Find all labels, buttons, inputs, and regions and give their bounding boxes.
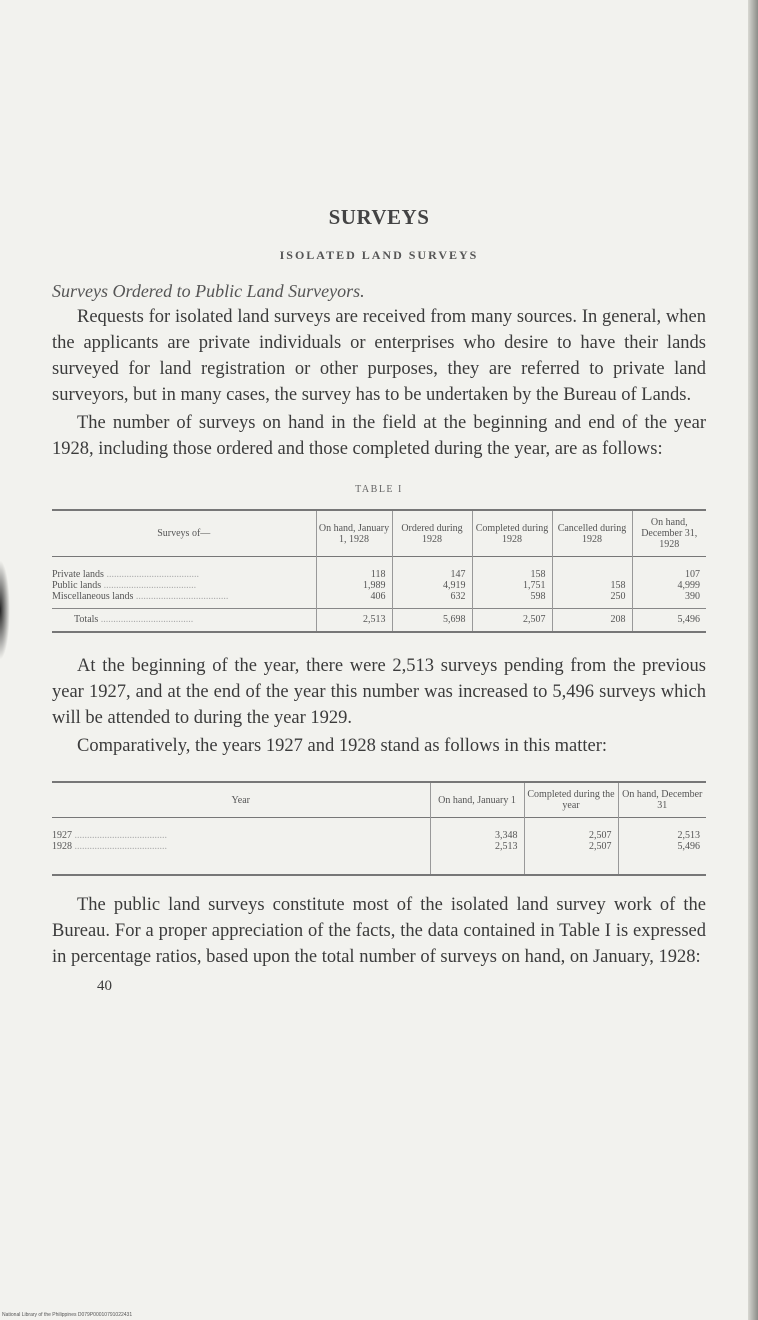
- paragraph-1: Requests for isolated land surveys are received from many sources. In general, when the applicants are private individuals or enterprises who desire to have their lands surveyed for land registration or other purposes, they are referred to private land surveyors, but in many cases, the survey has to be undertaken by the Bureau of Lands.: [52, 307, 706, 405]
- row-label: Public lands .....: [52, 580, 316, 591]
- table-cell: 390: [632, 591, 706, 609]
- paragraph-3: At the beginning of the year, there were 2,513 surveys pending from the previous year 1927, and at the end of the year this number was increased to 5,496 surveys which will be attended to during the year 1929.: [52, 656, 706, 728]
- table-row: [52, 580, 706, 591]
- col-header: Year: [231, 794, 250, 806]
- table-cell: 3,348: [430, 818, 524, 842]
- paragraph-5: The public land surveys constitute most of the isolated land survey work of the Bureau. For a proper appreciation of the facts, the data contained in Table I is expressed in percentage ratios, based upon the total number of surveys on hand, on January, 1928:: [52, 895, 706, 967]
- row-label: 1927 .....: [52, 818, 430, 842]
- table-header-row: [52, 510, 706, 557]
- surveys-table: [52, 509, 706, 633]
- totals-label: Totals .....: [52, 609, 316, 633]
- col-header: On hand, January 1: [430, 782, 524, 818]
- table-cell: 2,507: [524, 818, 618, 842]
- table-header-row: [52, 782, 706, 818]
- table-cell: 1,751: [472, 580, 552, 591]
- col-header: Ordered during 1928: [392, 510, 472, 557]
- table-cell: 118: [316, 557, 392, 581]
- table-cell: [552, 557, 632, 581]
- row-label: Private lands .....: [52, 557, 316, 581]
- comparison-table: [52, 781, 706, 876]
- paragraph-2: The number of surveys on hand in the field at the beginning and end of the year 1928, including those ordered and those completed during the year, are as follows:: [52, 413, 706, 459]
- col-header: On hand, January 1, 1928: [316, 510, 392, 557]
- table-cell: 250: [552, 591, 632, 609]
- table-cell: 406: [316, 591, 392, 609]
- paragraph-4: Comparatively, the years 1927 and 1928 stand as follows in this matter:: [77, 736, 608, 756]
- scan-shadow: [0, 560, 10, 660]
- table-cell: 107: [632, 557, 706, 581]
- table-cell: 2,513: [618, 818, 706, 842]
- col-header: Completed during 1928: [472, 510, 552, 557]
- col-header: Completed during the year: [524, 782, 618, 818]
- table-caption: TABLE I: [355, 484, 403, 495]
- row-label: 1928 .....: [52, 841, 430, 875]
- col-header: On hand, December 31, 1928: [632, 510, 706, 557]
- table-cell: 2,507: [524, 841, 618, 875]
- page-content: [52, 205, 706, 995]
- table-cell: 208: [552, 609, 632, 633]
- table-cell: 5,496: [632, 609, 706, 633]
- section-heading: Surveys Ordered to Public Land Surveyors.: [52, 281, 365, 301]
- table-cell: 158: [472, 557, 552, 581]
- page-subtitle: ISOLATED LAND SURVEYS: [279, 248, 479, 262]
- table-row: [52, 591, 706, 609]
- table-cell: 598: [472, 591, 552, 609]
- footer-note: National Library of the Philippines D079P00010791022431: [2, 1312, 133, 1318]
- table-cell: 4,919: [392, 580, 472, 591]
- page-number: 40: [97, 978, 112, 994]
- table-cell: 147: [392, 557, 472, 581]
- col-header: Surveys of—: [157, 528, 211, 539]
- col-header: Cancelled during 1928: [552, 510, 632, 557]
- table-cell: 5,496: [618, 841, 706, 875]
- row-label: Miscellaneous lands .....: [52, 591, 316, 609]
- table-cell: 158: [552, 580, 632, 591]
- table-cell: 5,698: [392, 609, 472, 633]
- table-cell: 632: [392, 591, 472, 609]
- table-cell: 1,989: [316, 580, 392, 591]
- table-row: [52, 841, 706, 875]
- page-title: SURVEYS: [328, 205, 430, 229]
- table-row: [52, 818, 706, 842]
- totals-row: [52, 609, 706, 633]
- page-edge: [748, 0, 758, 1320]
- table-row: [52, 557, 706, 581]
- table-cell: 2,507: [472, 609, 552, 633]
- table-cell: 4,999: [632, 580, 706, 591]
- table-cell: 2,513: [430, 841, 524, 875]
- table-cell: 2,513: [316, 609, 392, 633]
- col-header: On hand, December 31: [618, 782, 706, 818]
